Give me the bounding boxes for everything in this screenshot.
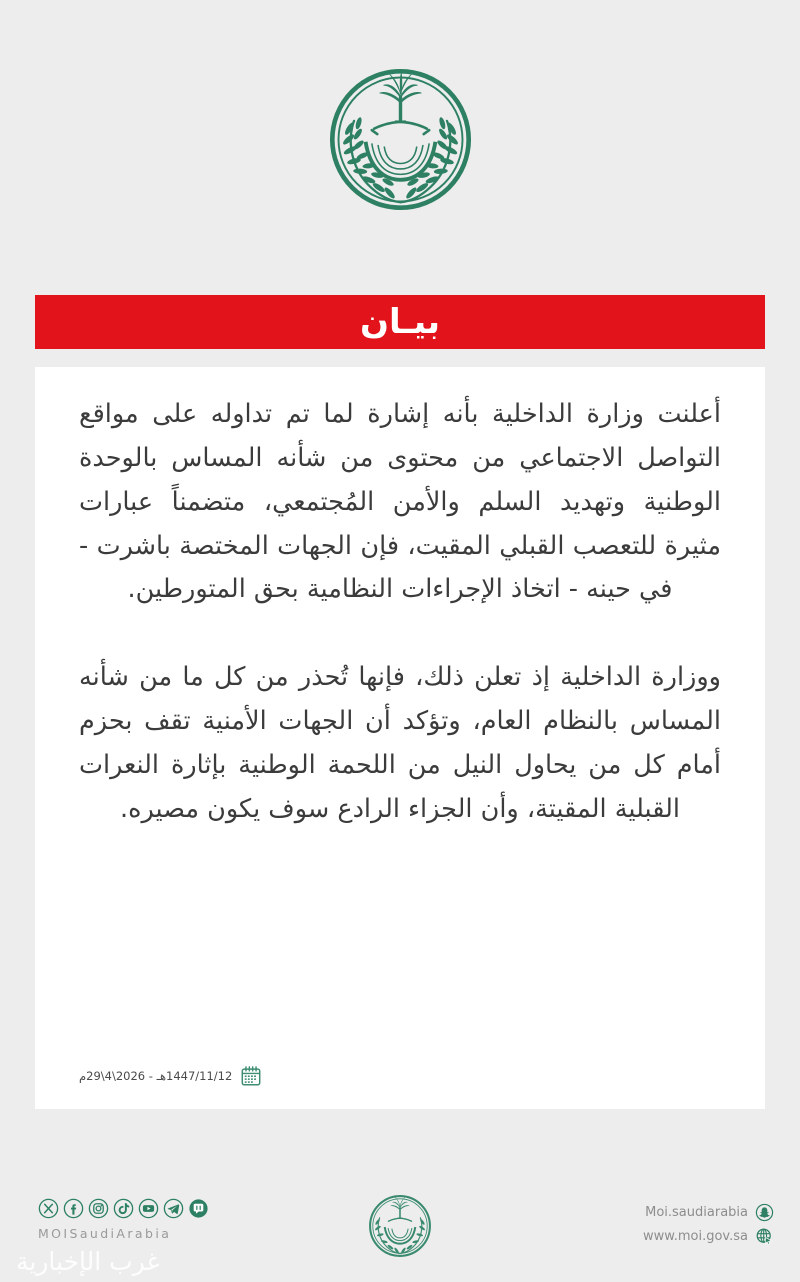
tiktok-icon[interactable]	[113, 1198, 134, 1219]
statement-banner	[35, 295, 765, 349]
source-watermark: غرب الإخبارية	[16, 1247, 160, 1276]
threads-icon[interactable]	[188, 1198, 209, 1219]
telegram-icon[interactable]	[163, 1198, 184, 1219]
calendar-icon	[240, 1065, 262, 1087]
footer-social-block	[38, 1198, 209, 1241]
youtube-icon[interactable]	[138, 1198, 159, 1219]
social-icon-row	[38, 1198, 209, 1219]
snapchat-icon[interactable]	[755, 1203, 774, 1222]
saudi-moi-emblem-icon	[323, 62, 478, 217]
facebook-icon[interactable]	[63, 1198, 84, 1219]
statement-card	[35, 367, 765, 1109]
website-globe-icon[interactable]	[755, 1227, 774, 1246]
snapchat-handle-text: Moi.saudiarabia	[645, 1204, 748, 1220]
footer-link-website[interactable]	[643, 1224, 774, 1248]
social-handle: MOISaudiArabia	[38, 1226, 172, 1241]
ministry-emblem	[0, 62, 800, 217]
publish-date	[79, 1065, 262, 1087]
footer-logo	[366, 1192, 434, 1260]
statement-paragraph-2: ووزارة الداخلية إذ تعلن ذلك، فإنها تُحذر من كل ما من شأنه المساس بالنظام العام، وتؤكد أن الجهات الأمنية تقف بحزم أمام كل من يحاول النيل من اللحمة الوطنية بإثارة النعرات القبلية المقيتة، وأن الجزاء الرادع سوف يكون مصيره.	[79, 662, 721, 824]
footer-links-block	[643, 1200, 774, 1248]
statement-paragraph-1: أعلنت وزارة الداخلية بأنه إشارة لما تم تداوله على مواقع التواصل الاجتماعي من محتوى من شأنه المساس بالوحدة الوطنية وتهديد السلم والأمن المُجتمعي، متضمناً عبارات مثيرة للتعصب القبلي المقيت، فإن الجهات المختصة باشرت - في حينه - اتخاذ الإجراءات النظامية بحق المتورطين.	[79, 399, 721, 605]
saudi-moi-emblem-icon	[366, 1192, 434, 1260]
date-text: 1447/11/12هـ - 2026\4\29م	[79, 1069, 233, 1083]
footer-link-snapchat[interactable]	[643, 1200, 774, 1224]
website-url-text: www.moi.gov.sa	[643, 1228, 748, 1244]
instagram-icon[interactable]	[88, 1198, 109, 1219]
banner-title: بيـان	[359, 302, 441, 342]
x-twitter-icon[interactable]	[38, 1198, 59, 1219]
